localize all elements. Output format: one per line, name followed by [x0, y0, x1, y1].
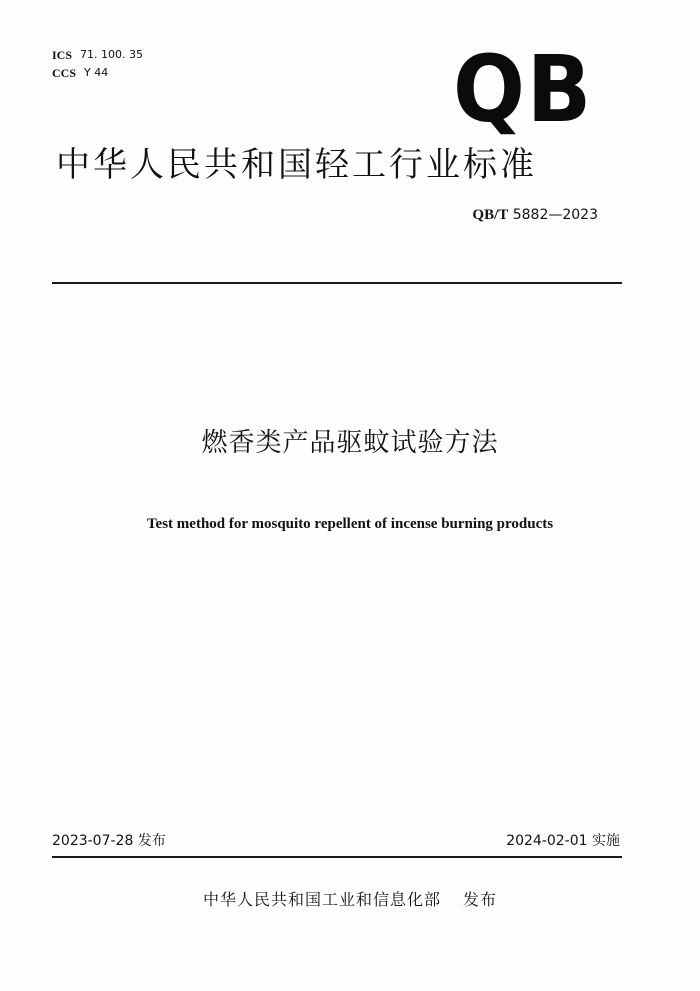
- effective-date: 2024-02-01 实施: [506, 833, 620, 849]
- qb-logo: QB: [453, 36, 594, 143]
- ccs-row: [52, 64, 143, 82]
- publisher-name: 中华人民共和国工业和信息化部: [202, 890, 441, 909]
- standard-category-title: 中华人民共和国轻工行业标准: [56, 145, 537, 185]
- publish-word: 发布: [463, 890, 498, 909]
- release-date: 2023-07-28 发布: [52, 833, 166, 849]
- document-title-cn: 燃香类产品驱蚊试验方法: [201, 428, 499, 458]
- ccs-label: CCS: [52, 66, 77, 80]
- ccs-value: Y 44: [84, 66, 109, 79]
- standard-code: [472, 207, 598, 224]
- standard-code-prefix: QB/T: [472, 207, 509, 223]
- publisher-line: [0, 887, 700, 910]
- ics-label: ICS: [52, 48, 73, 62]
- ics-row: [52, 46, 143, 64]
- ics-value: 71. 100. 35: [80, 48, 143, 61]
- standard-code-number: 5882—2023: [512, 207, 598, 223]
- top-divider: [52, 282, 622, 284]
- bottom-divider: [52, 856, 622, 858]
- document-title-en: Test method for mosquito repellent of incense burning products: [146, 516, 554, 532]
- classification-codes: [52, 46, 143, 82]
